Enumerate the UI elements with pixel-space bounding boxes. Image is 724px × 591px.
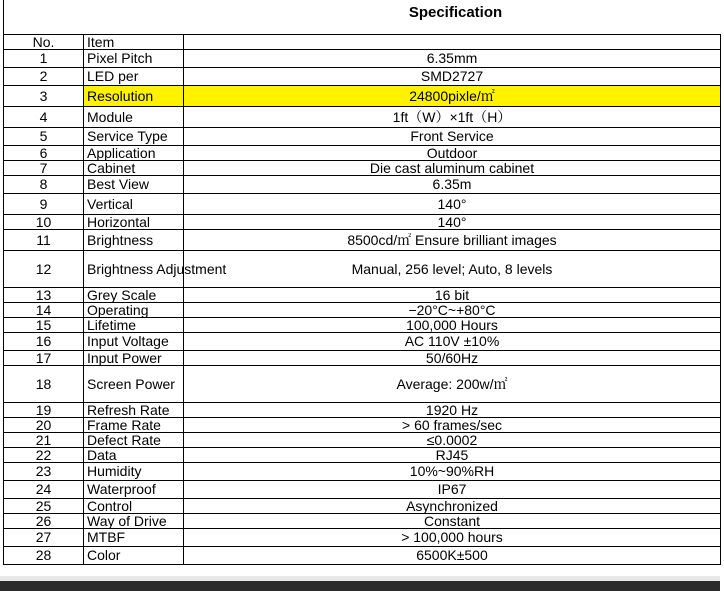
row-value: Asynchronized <box>184 499 721 514</box>
table-row <box>4 161 721 176</box>
row-item: Brightness Adjustment <box>84 251 184 288</box>
table-row <box>4 529 721 547</box>
table-row <box>4 303 721 318</box>
row-item: Waterproof <box>84 481 184 499</box>
row-item: Data <box>84 448 184 463</box>
row-value: Outdoor <box>184 146 721 161</box>
row-item: Lifetime <box>84 318 184 333</box>
row-number: 19 <box>4 403 84 418</box>
row-item: Cabinet <box>84 161 184 176</box>
row-value: 140° <box>184 215 721 230</box>
row-number: 1 <box>4 50 84 68</box>
column-header-item: Item <box>84 35 184 50</box>
table-row <box>4 514 721 529</box>
row-value: 6.35m <box>184 176 721 194</box>
row-number: 15 <box>4 318 84 333</box>
row-number: 18 <box>4 366 84 403</box>
table-row <box>4 230 721 251</box>
row-value: ≤0.0002 <box>184 433 721 448</box>
row-number: 7 <box>4 161 84 176</box>
table-row <box>4 215 721 230</box>
row-item: Input Power <box>84 351 184 366</box>
bottom-bar <box>0 581 720 591</box>
row-value: 16 bit <box>184 288 721 303</box>
row-value: SMD2727 <box>184 68 721 86</box>
row-number: 22 <box>4 448 84 463</box>
row-item: Pixel Pitch <box>84 50 184 68</box>
row-value: 24800pixle/㎡ <box>184 86 721 107</box>
row-item: Horizontal <box>84 215 184 230</box>
row-item: LED per <box>84 68 184 86</box>
row-number: 16 <box>4 333 84 351</box>
row-value: 6.35mm <box>184 50 721 68</box>
row-number: 8 <box>4 176 84 194</box>
row-value: Die cast aluminum cabinet <box>184 161 721 176</box>
row-number: 3 <box>4 86 84 107</box>
row-item: Best View <box>84 176 184 194</box>
row-value: 140° <box>184 194 721 215</box>
row-value: IP67 <box>184 481 721 499</box>
row-item: Module <box>84 107 184 128</box>
row-number: 12 <box>4 251 84 288</box>
row-value: 1ft（W）×1ft（H） <box>184 107 721 128</box>
row-value: −20°C~+80°C <box>184 303 721 318</box>
row-value: Front Service <box>184 128 721 146</box>
table-row <box>4 107 721 128</box>
table-row <box>4 351 721 366</box>
table-row <box>4 418 721 433</box>
row-item: Screen Power <box>84 366 184 403</box>
row-number: 21 <box>4 433 84 448</box>
row-number: 9 <box>4 194 84 215</box>
row-number: 24 <box>4 481 84 499</box>
table-row <box>4 146 721 161</box>
row-item: Way of Drive <box>84 514 184 529</box>
specification-table <box>3 34 721 565</box>
row-number: 28 <box>4 547 84 565</box>
row-number: 11 <box>4 230 84 251</box>
row-value: Manual, 256 level; Auto, 8 levels <box>184 251 721 288</box>
table-header-row <box>4 35 721 50</box>
table-row <box>4 68 721 86</box>
row-number: 5 <box>4 128 84 146</box>
table-row <box>4 333 721 351</box>
table-row <box>4 288 721 303</box>
row-item: Brightness <box>84 230 184 251</box>
row-number: 17 <box>4 351 84 366</box>
row-item: Operating <box>84 303 184 318</box>
row-item: Color <box>84 547 184 565</box>
table-row <box>4 251 721 288</box>
row-number: 13 <box>4 288 84 303</box>
row-number: 14 <box>4 303 84 318</box>
column-header-value <box>184 35 721 50</box>
table-row <box>4 176 721 194</box>
table-row <box>4 50 721 68</box>
row-item: Resolution <box>84 86 184 107</box>
row-item: Vertical <box>84 194 184 215</box>
row-number: 10 <box>4 215 84 230</box>
row-value: AC 110V ±10% <box>184 333 721 351</box>
table-row <box>4 366 721 403</box>
table-row <box>4 463 721 481</box>
row-item: Refresh Rate <box>84 403 184 418</box>
row-number: 23 <box>4 463 84 481</box>
row-value: 50/60Hz <box>184 351 721 366</box>
row-value: 8500cd/㎡ Ensure brilliant images <box>184 230 721 251</box>
table-row <box>4 318 721 333</box>
row-item: Grey Scale <box>84 288 184 303</box>
row-value: 6500K±500 <box>184 547 721 565</box>
row-number: 25 <box>4 499 84 514</box>
table-row <box>4 481 721 499</box>
column-header-no: No. <box>4 35 84 50</box>
row-item: Defect Rate <box>84 433 184 448</box>
row-item: Frame Rate <box>84 418 184 433</box>
row-value: Average: 200w/㎡ <box>184 366 721 403</box>
table-row <box>4 433 721 448</box>
table-row <box>4 194 721 215</box>
row-item: Control <box>84 499 184 514</box>
row-number: 20 <box>4 418 84 433</box>
row-value: 1920 Hz <box>184 403 721 418</box>
row-number: 2 <box>4 68 84 86</box>
row-item: Application <box>84 146 184 161</box>
table-row <box>4 547 721 565</box>
row-value: RJ45 <box>184 448 721 463</box>
row-value: 10%~90%RH <box>184 463 721 481</box>
row-item: Humidity <box>84 463 184 481</box>
row-number: 26 <box>4 514 84 529</box>
row-value: > 100,000 hours <box>184 529 721 547</box>
page-title: Specification <box>408 4 503 21</box>
row-number: 4 <box>4 107 84 128</box>
table-row <box>4 86 721 107</box>
row-value: > 60 frames/sec <box>184 418 721 433</box>
row-item: Input Voltage <box>84 333 184 351</box>
row-value: Constant <box>184 514 721 529</box>
row-number: 6 <box>4 146 84 161</box>
table-row <box>4 403 721 418</box>
row-number: 27 <box>4 529 84 547</box>
row-item: MTBF <box>84 529 184 547</box>
table-row <box>4 128 721 146</box>
row-item: Service Type <box>84 128 184 146</box>
table-row <box>4 448 721 463</box>
table-row <box>4 499 721 514</box>
row-value: 100,000 Hours <box>184 318 721 333</box>
spec-header <box>3 0 721 34</box>
